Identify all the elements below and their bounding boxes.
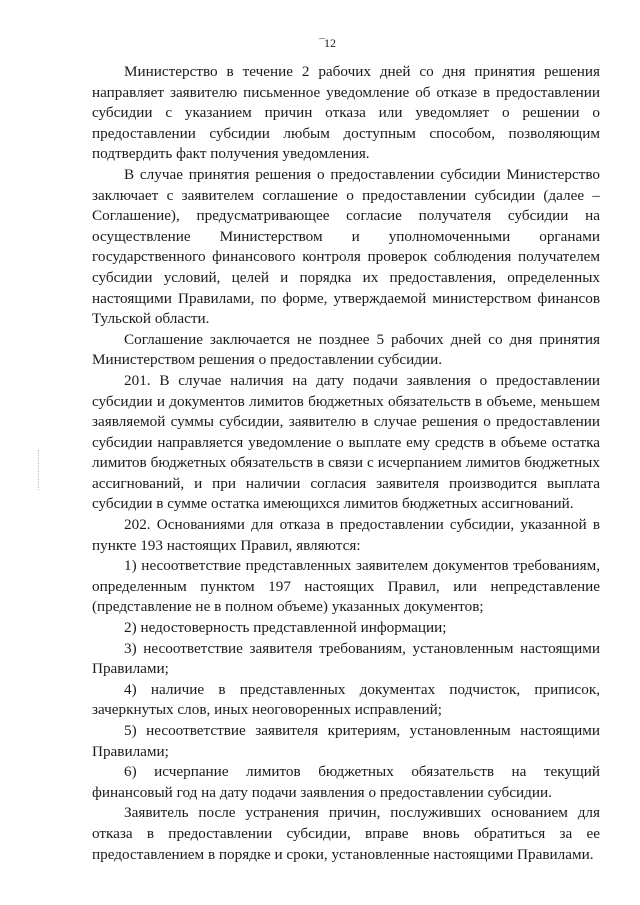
paragraph-notification: Министерство в течение 2 рабочих дней со дня принятия решения направляет заявителю письменное уведомление об отказе в предоставлении субсидии с указанием причин отказа или уведомляет о решении о предоставлении субсидии любым доступным способом, позволяющим подтвердить факт получения уведомления.	[92, 63, 600, 163]
list-item-5: 5) несоответствие заявителя критериям, установленным настоящими Правилами;	[92, 722, 600, 760]
list-item-1: 1) несоответствие представленных заявителем документов требованиям, определенным пунктом 197 настоящих Правил, или непредставление (представление не в полном объеме) указанных документов;	[92, 557, 600, 616]
paragraph-agreement-deadline: Соглашение заключается не позднее 5 рабочих дней со дня принятия Министерством решения о предоставлении субсидии.	[92, 330, 600, 369]
page-number: 12	[324, 36, 336, 50]
list-item-4: 4) наличие в представленных документах подчисток, приписок, зачеркнутых слов, иных неоговоренных исправлений;	[92, 680, 600, 719]
list-item-3: 3) несоответствие заявителя требованиям, установленным настоящими Правилами;	[92, 639, 600, 678]
paragraph-202: 202. Основаниями для отказа в предоставлении субсидии, указанной в пункте 193 настоящих Правил, являются:	[92, 516, 600, 554]
paragraph-agreement: В случае принятия решения о предоставлении субсидии Министерство заключает с заявителем соглашение о предоставлении субсидии (далее – Соглашение), предусматривающее согласие получателя субсидии на осуществление Министерством и уполномоченными органами государственного финансового контроля проверок соблюдения получателем субсидии условий, целей и порядка их предоставления, определенных настоящими Правилами, по форме, утверждаемой министерством финансов Тульской области.	[92, 165, 600, 328]
paragraph-201: 201. В случае наличия на дату подачи заявления о предоставлении субсидии и документов лимитов бюджетных обязательств в объеме, меньшем заявляемой суммы субсидии, заявителю в случае решения о предоставлении субсидии направляется уведомление о выплате ему средств в объеме остатка лимитов бюджетных обязательств в связи с исчерпанием лимитов бюджетных ассигнований, и при наличии согласия заявителя производится выплата субсидии в сумме остатка имеющихся лимитов бюджетных ассигнований.	[92, 371, 600, 513]
paragraph-reapply: Заявитель после устранения причин, послуживших основанием для отказа в предоставлении субсидии, вправе вновь обратиться за ее предоставлением в порядке и сроки, установленные настоящими Правилами.	[92, 804, 600, 863]
margin-artifact	[38, 450, 40, 490]
document-body	[92, 62, 600, 865]
list-item-2: 2) недостоверность представленной информации;	[124, 619, 447, 637]
list-item-6: 6) исчерпание лимитов бюджетных обязательств на текущий финансовый год на дату подачи заявления о предоставлении субсидии.	[92, 763, 600, 801]
